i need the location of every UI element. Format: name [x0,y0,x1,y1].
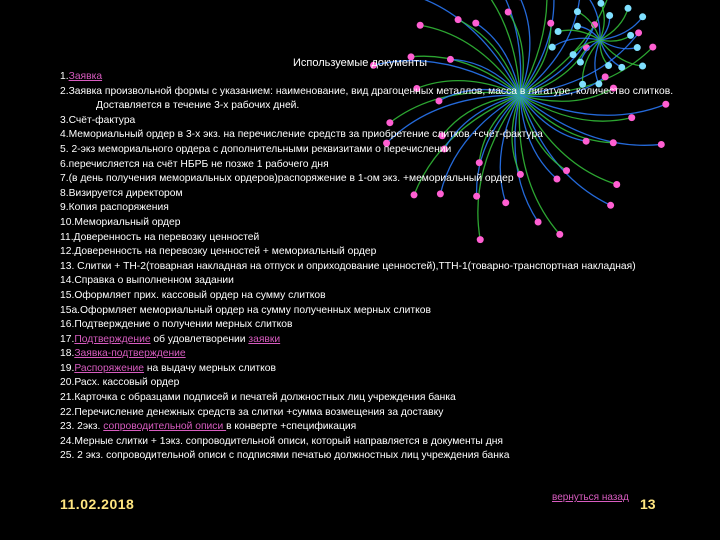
firework-spark [625,5,632,12]
list-item-text: 10.Мемориальный ордер [60,216,181,228]
list-item [60,70,690,85]
list-item-text: 22.Перечисление денежных средств за слитки +сумма возмещения за доставку [60,406,444,418]
list-item [60,85,690,114]
firework-spark [574,8,581,15]
page-number: 13 [640,496,656,512]
list-item [60,318,690,333]
list-item [60,406,690,421]
firework-spark [639,13,646,20]
list-item-text: 7.(в день получения мемориальных ордеров)распоряжение в 1-ом экз. +мемориальный ордер [60,173,514,185]
list-item [60,172,690,187]
document-link[interactable]: Заявка [68,71,103,82]
back-link[interactable]: вернуться назад [552,492,629,503]
document-list [60,70,690,464]
list-item-text: 12.Доверенность на перевозку ценностей + мемориальный ордер [60,246,377,258]
list-item-text: 23. 2экз. [60,421,104,433]
list-item-text: 20.Расх. кассовый ордер [60,377,180,389]
document-link[interactable]: сопроводительной описи [103,421,227,433]
list-item-text: об удовлетворении [150,333,249,345]
firework-spark [597,0,604,7]
list-item-text: 14.Справка о выполненном задании [60,275,234,287]
list-item [60,201,690,216]
list-item [60,143,690,158]
slide-date: 11.02.2018 [60,496,135,512]
slide-title: Используемые документы [293,57,427,69]
firework-spark [606,12,613,19]
list-item-text: 3.Счёт-фактура [60,114,136,126]
firework-spark [547,20,554,27]
document-link[interactable]: заявки [248,333,281,345]
list-item [60,158,690,173]
list-item-text: 8.Визируется директором [60,187,183,199]
firework-spark [549,44,556,51]
list-item [60,391,690,406]
list-item [60,231,690,246]
list-item [60,260,690,275]
document-link[interactable]: Подтверждение [74,333,151,345]
list-item-text: 13. Слитки + ТН-2(товарная накладная на отпуск и оприходование ценностей),ТТН-1(товарно-транспортная накладная) [60,260,636,272]
list-item-text: 1. [60,71,69,82]
list-item-text: в конверте +спецификация [226,421,357,433]
document-link[interactable]: Заявка-подтверждение [74,348,186,360]
list-item [60,114,690,129]
list-item [60,333,690,348]
list-item-text: 11.Доверенность на перевозку ценностей [60,231,260,243]
list-item-text: 16.Подтверждение о получении мерных слитков [60,319,293,331]
list-item-text: 4.Мемориальный ордер в 3-х экз. на перечисление средств за приобретение слитков +счёт-фактура [60,129,543,141]
list-item [60,216,690,231]
list-item-text: 15а.Оформляет мемориальный ордер на сумму полученных мерных слитков [60,304,431,316]
list-item-text: на выдачу мерных слитков [144,362,276,374]
list-item [60,420,690,435]
list-item-text: 25. 2 экз. сопроводительной описи с подписями печатью должностных лиц учреждения банка [60,450,510,462]
list-item-text: 2.Заявка произвольной формы с указанием: наименование, вид драгоценных металлов, масса в лигатуре, количество слитков. Доставляется в течение 3-х рабочих дней. [60,85,674,112]
list-item-text: 17. [60,333,75,345]
list-item [60,245,690,260]
list-item [60,289,690,304]
list-item [60,376,690,391]
list-item [60,362,690,377]
firework-spark [635,29,642,36]
firework-spark [649,44,656,51]
list-item-text: 5. 2-экз мемориального ордера с дополнительными реквизитами о перечислении [60,143,452,155]
list-item-text: 18. [60,348,75,360]
list-item [60,274,690,289]
list-item-text: 19. [60,362,75,374]
list-item-text: 24.Мерные слитки + 1экз. сопроводительной описи, который направляется в документы дня [60,435,503,447]
list-item [60,128,690,143]
list-item-text: 9.Копия распоряжения [60,202,169,214]
firework-spark [455,16,462,23]
list-item [60,449,690,464]
list-item-text: 15.Оформляет прих. кассовый ордер на сумму слитков [60,289,326,301]
firework-spark [555,28,562,35]
list-item [60,304,690,319]
firework-spark [472,20,479,27]
list-item [60,347,690,362]
firework-spark [417,22,424,29]
document-link[interactable]: Распоряжение [74,362,144,374]
firework-spark [574,23,581,30]
firework-spark [505,8,512,15]
firework-spark [634,44,641,51]
list-item [60,187,690,202]
firework-spark [627,32,634,39]
firework-ray [552,38,600,47]
list-item-text: 6.перечисляется на счёт НБРБ не позже 1 рабочего дня [60,158,329,170]
list-item-text: 21.Карточка с образцами подписей и печатей должностных лиц учреждения банка [60,392,456,404]
list-item [60,435,690,450]
